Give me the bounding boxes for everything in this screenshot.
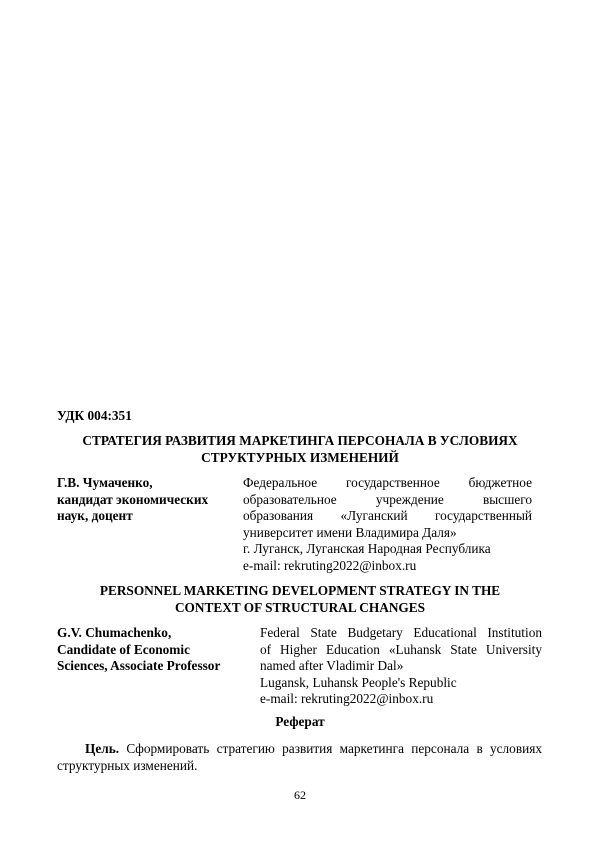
en-author-name: G.V. Chumachenko, [57,625,172,640]
en-affiliation-line-3: named after Vladimir Dal» [260,658,404,673]
abstract-goal-text: Сформировать стратегию развития маркетинга персонала в условиях [119,741,542,756]
ru-title-line-2: СТРУКТУРНЫХ ИЗМЕНЕНИЙ [201,449,399,465]
ru-affiliation-city: г. Луганск, Луганская Народная Республика [243,541,491,556]
abstract-goal-line-1 [57,741,542,758]
en-author [57,625,220,675]
en-title [56,583,544,616]
ru-author-name: Г.В. Чумаченко, [57,475,153,490]
abstract-goal-paragraph [57,741,542,774]
udk-code: УДК 004:351 [57,408,132,423]
abstract-goal-line-2: структурных изменений. [57,757,198,773]
ru-author-title: наук, доцент [57,508,133,523]
ru-affiliation-line-1: Федеральное государственное бюджетное [243,475,532,490]
ru-title-line-1: СТРАТЕГИЯ РАЗВИТИЯ МАРКЕТИНГА ПЕРСОНАЛА В УСЛОВИЯХ [82,433,518,448]
en-title-line-2: CONTEXT OF STRUCTURAL CHANGES [174,599,426,615]
ru-affiliation-email: e-mail: rekruting2022@inbox.ru [243,557,417,573]
page-number: 62 [294,788,306,802]
en-affiliation-line-1: Federal State Budgetary Educational Institution [260,625,542,640]
ru-affiliation-line-4: университет имени Владимира Даля» [243,524,457,540]
ru-affiliation-line-3: образования «Луганский государственный [243,508,532,523]
en-author-title: Sciences, Associate Professor [57,658,221,673]
en-affiliation-city: Lugansk, Luhansk People's Republic [260,674,457,690]
abstract-goal-label: Цель. [85,741,120,756]
en-author-degree: Candidate of Economic [57,641,190,657]
en-affiliation [260,625,542,708]
ru-affiliation [243,475,532,574]
abstract-heading: Реферат [275,714,325,729]
en-affiliation-email: e-mail: rekruting2022@inbox.ru [260,691,434,706]
ru-author-degree: кандидат экономических [57,491,209,507]
ru-author [57,475,208,525]
en-affiliation-line-2: of Higher Education «Luhansk State University [260,641,542,657]
ru-title [56,433,544,466]
en-title-line-1: PERSONNEL MARKETING DEVELOPMENT STRATEGY IN THE [99,583,501,598]
ru-affiliation-line-2: образовательное учреждение высшего [243,491,532,507]
